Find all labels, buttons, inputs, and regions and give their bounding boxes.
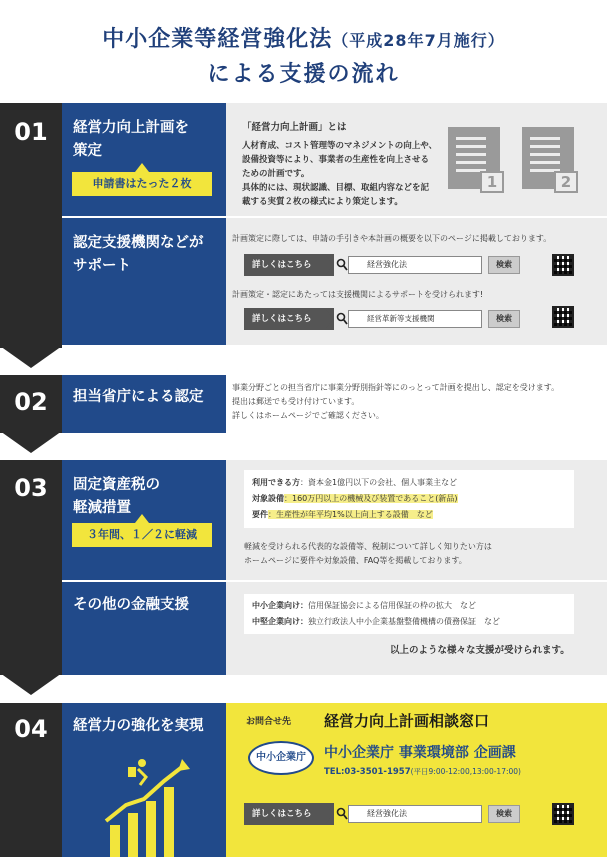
qr-code bbox=[552, 254, 574, 276]
definition-line: ための計画です。 bbox=[242, 169, 310, 179]
chevron-down-icon bbox=[0, 431, 62, 453]
condition-label: 利用できる方 bbox=[252, 478, 300, 487]
finance-summary: 以上のような様々な支援が受けられます。 bbox=[390, 645, 570, 656]
title-main: 中小企業等経営強化法 bbox=[102, 27, 333, 52]
office-name: 中小企業庁 事業環境部 企画課 bbox=[324, 745, 516, 761]
search-label: 詳しくはこちら bbox=[244, 308, 334, 330]
search-button[interactable]: 検索 bbox=[488, 805, 520, 823]
step-04-heading: 経営力の強化を実現 bbox=[73, 718, 204, 734]
search-button[interactable]: 検索 bbox=[488, 256, 520, 274]
step-01-detail bbox=[226, 103, 607, 216]
step-01-heading: 経営力向上計画を bbox=[73, 120, 189, 136]
chevron-down-icon bbox=[0, 673, 62, 695]
step-number: 02 bbox=[14, 388, 48, 416]
search-label: 詳しくはこちら bbox=[244, 254, 334, 276]
growth-chart-icon bbox=[102, 753, 192, 857]
contact-title: 経営力向上計画相談窓口 bbox=[324, 712, 490, 730]
condition-row bbox=[252, 492, 458, 506]
finance-label: 中小企業向け： bbox=[252, 601, 308, 610]
finance-text: 信用保証協会による信用保証の枠の拡大 など bbox=[308, 601, 476, 610]
document-icon bbox=[448, 127, 500, 189]
badge-pointer bbox=[135, 514, 149, 523]
definition-line: 載する実質２枚の様式により策定します。 bbox=[242, 197, 403, 207]
finance-text: 独立行政法人中小企業基盤整備機構の債務保証 など bbox=[308, 617, 500, 626]
step-03-heading-2: 軽減措置 bbox=[73, 500, 131, 516]
phone-number: TEL:03-3501-1957 bbox=[324, 767, 411, 777]
document-icon bbox=[522, 127, 574, 189]
search-icon bbox=[336, 807, 348, 821]
search-bar[interactable] bbox=[244, 803, 524, 825]
chevron-down-icon bbox=[0, 346, 62, 368]
condition-text: ：160万円以上の機械及び装置であること(新品) bbox=[284, 494, 458, 503]
search-input[interactable]: 経営強化法 bbox=[348, 805, 482, 823]
step-01-heading-box bbox=[62, 103, 226, 216]
step-03-heading: 固定資産税の bbox=[73, 477, 160, 493]
conditions-box bbox=[244, 470, 574, 528]
step-03-detail bbox=[226, 460, 607, 580]
title-date: （平成28年7月施行） bbox=[332, 31, 505, 50]
search-input[interactable]: 経営革新等支援機関 bbox=[348, 310, 482, 328]
condition-text: ：資本金1億円以下の会社、個人事業主など bbox=[300, 478, 458, 487]
finance-detail bbox=[226, 582, 607, 675]
title-subtitle: による支援の流れ bbox=[207, 62, 400, 87]
finance-box bbox=[244, 594, 574, 634]
search-icon bbox=[336, 312, 348, 326]
contact-prefix: お問合せ先 bbox=[246, 717, 292, 727]
badge-tax-reduction: ３年間、１／２に軽減 bbox=[72, 523, 212, 547]
finance-heading-box bbox=[62, 582, 226, 675]
step-02-heading-box bbox=[62, 375, 226, 433]
tax-note: 軽減を受けられる代表的な設備等、税制について詳しく知りたい方は bbox=[244, 542, 492, 551]
definition-line: 人材育成、コスト管理等のマネジメントの向上や、 bbox=[242, 141, 438, 151]
definition-title: 「経営力向上計画」とは bbox=[242, 122, 347, 133]
search-icon bbox=[336, 258, 348, 272]
definition-line: 具体的には、現状認識、目標、取組内容などを記 bbox=[242, 183, 430, 193]
search-input[interactable]: 経営強化法 bbox=[348, 256, 482, 274]
search-button[interactable]: 検索 bbox=[488, 310, 520, 328]
support-heading-box bbox=[62, 218, 226, 345]
search-bar[interactable] bbox=[244, 254, 524, 276]
condition-label: 対象設備 bbox=[252, 494, 284, 503]
step-02-detail bbox=[226, 375, 607, 433]
support-text: 計画策定・認定にあたっては支援機関によるサポートを受けられます! bbox=[232, 290, 484, 299]
condition-row bbox=[252, 508, 433, 522]
badge-two-sheets: 申請書はたった２枚 bbox=[72, 172, 212, 196]
document-number: 2 bbox=[554, 171, 578, 193]
step-04-heading-box bbox=[62, 703, 226, 857]
search-arrow bbox=[324, 308, 334, 330]
support-heading-2: サポート bbox=[73, 258, 131, 274]
contact-panel bbox=[226, 703, 607, 857]
support-heading: 認定支援機関などが bbox=[73, 235, 204, 251]
page-title bbox=[0, 22, 607, 88]
qr-code bbox=[552, 306, 574, 328]
finance-label: 中堅企業向け： bbox=[252, 617, 308, 626]
step-01-heading-2: 策定 bbox=[73, 143, 102, 159]
badge-pointer bbox=[135, 163, 149, 172]
definition-line: 設備投資等により、事業者の生産性を向上させる bbox=[242, 155, 430, 165]
office-hours: (平日9:00-12:00,13:00-17:00) bbox=[410, 767, 521, 776]
step-02-line: 事業分野ごとの担当省庁に事業分野別指針等にのっとって計画を提出し、認定を受けます。 bbox=[232, 383, 560, 392]
condition-label: 要件 bbox=[252, 510, 268, 519]
tax-note: ホームページに要件や対象設備、FAQ等を掲載しております。 bbox=[244, 556, 467, 565]
finance-row bbox=[252, 599, 476, 613]
document-number: 1 bbox=[480, 171, 504, 193]
step-number: 01 bbox=[14, 118, 48, 146]
search-bar[interactable] bbox=[244, 308, 524, 330]
step-02-heading: 担当省庁による認定 bbox=[73, 389, 204, 405]
finance-row bbox=[252, 615, 500, 629]
condition-row bbox=[252, 476, 457, 490]
condition-text: ：生産性が年平均1%以上向上する設備 など bbox=[268, 510, 433, 519]
contact-phone bbox=[324, 765, 521, 779]
finance-heading: その他の金融支援 bbox=[73, 597, 189, 613]
search-label: 詳しくはこちら bbox=[244, 803, 334, 825]
step-02-line: 詳しくはホームページでご確認ください。 bbox=[232, 411, 384, 420]
support-text: 計画策定に際しては、申請の手引きや本計画の概要を以下のページに掲載しております。 bbox=[232, 234, 552, 243]
step-02-line: 提出は郵送でも受け付けています。 bbox=[232, 397, 360, 406]
search-arrow bbox=[324, 803, 334, 825]
step-number: 04 bbox=[14, 715, 48, 743]
qr-code bbox=[552, 803, 574, 825]
search-arrow bbox=[324, 254, 334, 276]
step-number: 03 bbox=[14, 474, 48, 502]
support-detail bbox=[226, 218, 607, 345]
agency-logo: 中小企業庁 bbox=[248, 741, 314, 775]
